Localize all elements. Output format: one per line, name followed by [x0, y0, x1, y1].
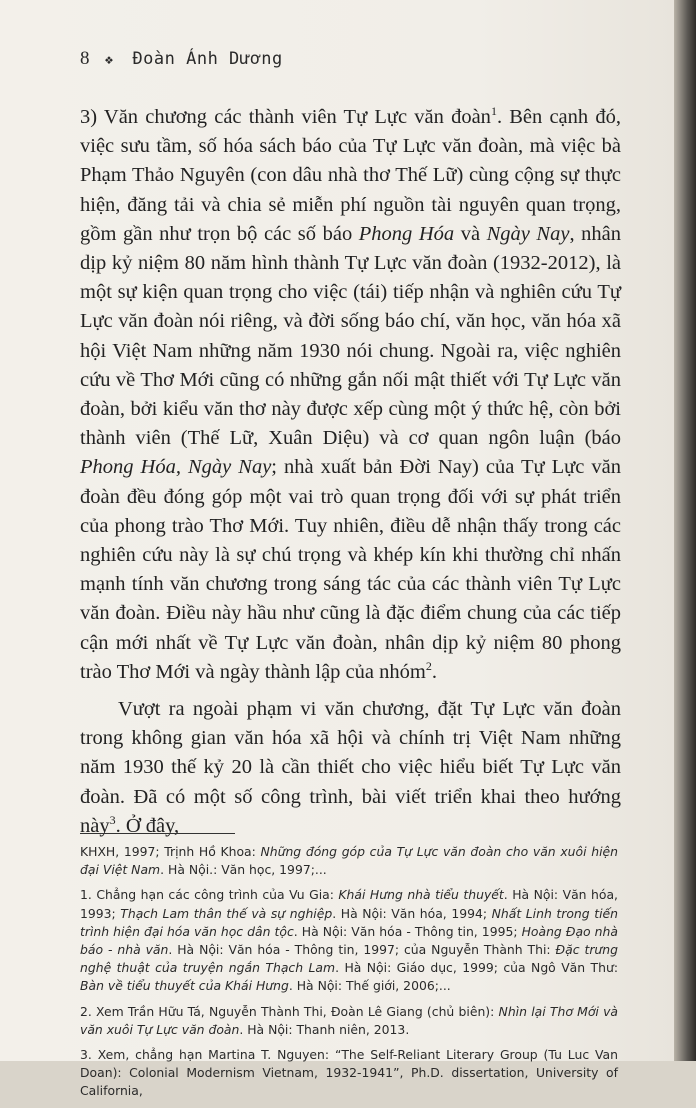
footnote-1: 1. Chẳng hạn các công trình của Vu Gia: Khái Hưng nhà tiểu thuyết. Hà Nội: Văn hóa, 1993; Thạch Lam thân thế và sự nghiệp. Hà Nội: Văn hóa, 1994; Nhất Linh trong tiến trình hiện đại hóa văn học dân tộc. Hà Nội: Văn hóa - Thông tin, 1995; Hoàng Đạo nhà báo - nhà văn. Hà Nội: Văn hóa - Thông tin, 1997; của Nguyễn Thành Thi: Đặc trưng nghệ thuật của truyện ngắn Thạch Lam. Hà Nội: Giáo dục, 1999; của Ngô Văn Thư: Bàn về tiểu thuyết của Khái Hưng. Hà Nội: Thế giới, 2006;...	[80, 887, 618, 994]
footnote-divider	[80, 833, 235, 834]
running-header	[80, 48, 283, 70]
footnote-2: 2. Xem Trần Hữu Tá, Nguyễn Thành Thi, Đoàn Lê Giang (chủ biên): Nhìn lại Thơ Mới và văn xuôi Tự Lực văn đoàn. Hà Nội: Thanh niên, 2013.	[80, 1003, 619, 1037]
book-spine-shadow	[674, 0, 696, 1061]
footnote-continuation: KHXH, 1997; Trịnh Hồ Khoa: Những đóng góp của Tự Lực văn đoàn cho văn xuôi hiện đại Việt Nam. Hà Nội.: Văn học, 1997;...	[80, 844, 618, 878]
paragraph-2: Vượt ra ngoài phạm vi văn chương, đặt Tự Lực văn đoàn trong không gian văn hóa xã hội và chính trị Việt Nam những năm 1930 thế kỷ 20 là cần thiết cho việc hiểu biết Tự Lực văn đoàn. Đã có một số công trình, bài viết triển khai theo hướng này$^3$. Ở đây,	[80, 698, 621, 837]
footnote-3: 3. Xem, chẳng hạn Martina T. Nguyen: “The Self-Reliant Literary Group (Tu Luc Van Doan): Colonial Modernism Vietnam, 1932-1941”, Ph.D. dissertation, University of California,	[80, 1047, 618, 1099]
author-name: Đoàn Ánh Dương	[132, 49, 283, 69]
main-text	[80, 103, 621, 841]
footnotes	[80, 843, 618, 1108]
ornament-icon: ❖	[104, 52, 114, 68]
paragraph-1: 3) Văn chương các thành viên Tự Lực văn đoàn$^1$. Bên cạnh đó, việc sưu tầm, số hóa sách báo của Tự Lực văn đoàn, mà việc bà Phạm Thảo Nguyên (con dâu nhà thơ Thế Lữ) cùng cộng sự thực hiện, đăng tải và chia sẻ miễn phí nguồn tài nguyên quan trọng, gồm gần như trọn bộ các số báo Phong Hóa và Ngày Nay, nhân dịp kỷ niệm 80 năm hình thành Tự Lực văn đoàn (1932-2012), là một sự kiện quan trọng cho việc (tái) tiếp nhận và nghiên cứu Tự Lực văn đoàn nói riêng, và đời sống báo chí, văn học, văn hóa xã hội Việt Nam những năm 1930 nói chung. Ngoài ra, việc nghiên cứu về Thơ Mới cũng có những gắn nối mật thiết với Tự Lực văn đoàn, bởi kiểu văn thơ này được xếp cùng một ý thức hệ, còn bởi thành viên (Thế Lữ, Xuân Diệu) và cơ quan ngôn luận (báo Phong Hóa, Ngày Nay; nhà xuất bản Đời Nay) của Tự Lực văn đoàn đều đóng góp một vai trò quan trọng đối với sự phát triển của phong trào Thơ Mới. Tuy nhiên, điều dễ nhận thấy trong các nghiên cứu này là sự chú trọng và khép kín khi thường chỉ nhấn mạnh tính văn chương trong sáng tác của các thành viên Tự Lực văn đoàn. Điều này hầu như cũng là đặc điểm chung của các tiếp cận mới nhất về Tự Lực văn đoàn, nhân dịp kỷ niệm 80 phong trào Thơ Mới và ngày thành lập của nhóm$^2$.	[80, 104, 621, 683]
footnote-ref-2: 2	[425, 659, 432, 674]
footnote-ref-1: 1	[490, 104, 497, 119]
footnote-ref-3: 3	[109, 813, 116, 828]
page-number: 8	[80, 48, 90, 69]
